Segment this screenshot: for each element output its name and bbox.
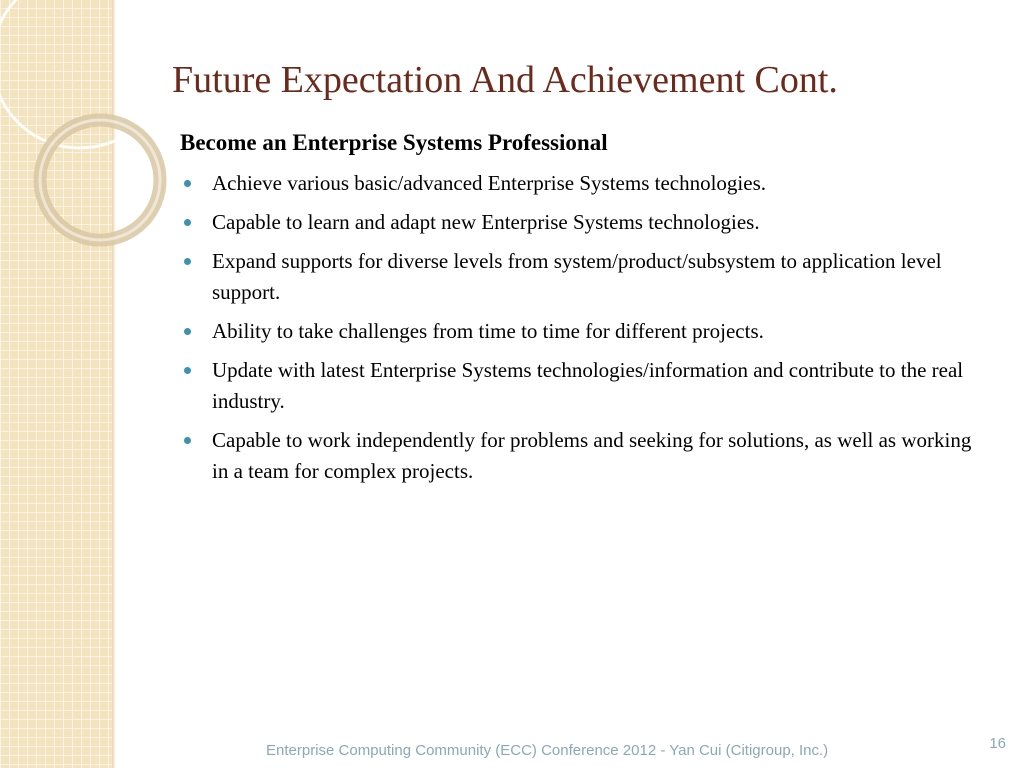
bullet-dot-icon <box>184 328 191 335</box>
slide-title: Future Expectation And Achievement Cont. <box>172 59 838 101</box>
bullet-item <box>180 168 980 199</box>
decorative-circles <box>0 0 200 300</box>
subheading: Become an Enterprise Systems Professional <box>180 130 608 155</box>
bullet-dot-icon <box>184 258 191 265</box>
bullet-text: Achieve various basic/advanced Enterprise Systems technologies. <box>212 171 766 195</box>
bullet-dot-icon <box>184 367 191 374</box>
bullet-dot-icon <box>184 437 191 444</box>
page-number: 16 <box>989 735 1006 752</box>
bullet-item <box>180 246 980 308</box>
bullet-dot-icon <box>184 219 191 226</box>
bullet-text: Capable to work independently for problems and seeking for solutions, as well as working in a team for complex projects. <box>212 428 972 483</box>
bullet-text: Update with latest Enterprise Systems technologies/information and contribute to the real industry. <box>212 358 964 413</box>
decorative-circle-ring-highlight <box>40 120 160 240</box>
bullet-item <box>180 316 980 347</box>
slide-footer: Enterprise Computing Community (ECC) Conference 2012 - Yan Cui (Citigroup, Inc.) <box>266 742 829 759</box>
bullet-text: Expand supports for diverse levels from system/product/subsystem to application level support. <box>212 249 942 304</box>
bullet-item <box>180 355 980 417</box>
bullet-dot-icon <box>184 180 191 187</box>
bullet-item <box>180 207 980 238</box>
bullet-text: Capable to learn and adapt new Enterprise Systems technologies. <box>212 210 760 234</box>
bullet-item <box>180 425 980 487</box>
bullet-list <box>180 168 980 487</box>
slide-content <box>180 128 980 495</box>
bullet-text: Ability to take challenges from time to time for different projects. <box>212 319 764 343</box>
